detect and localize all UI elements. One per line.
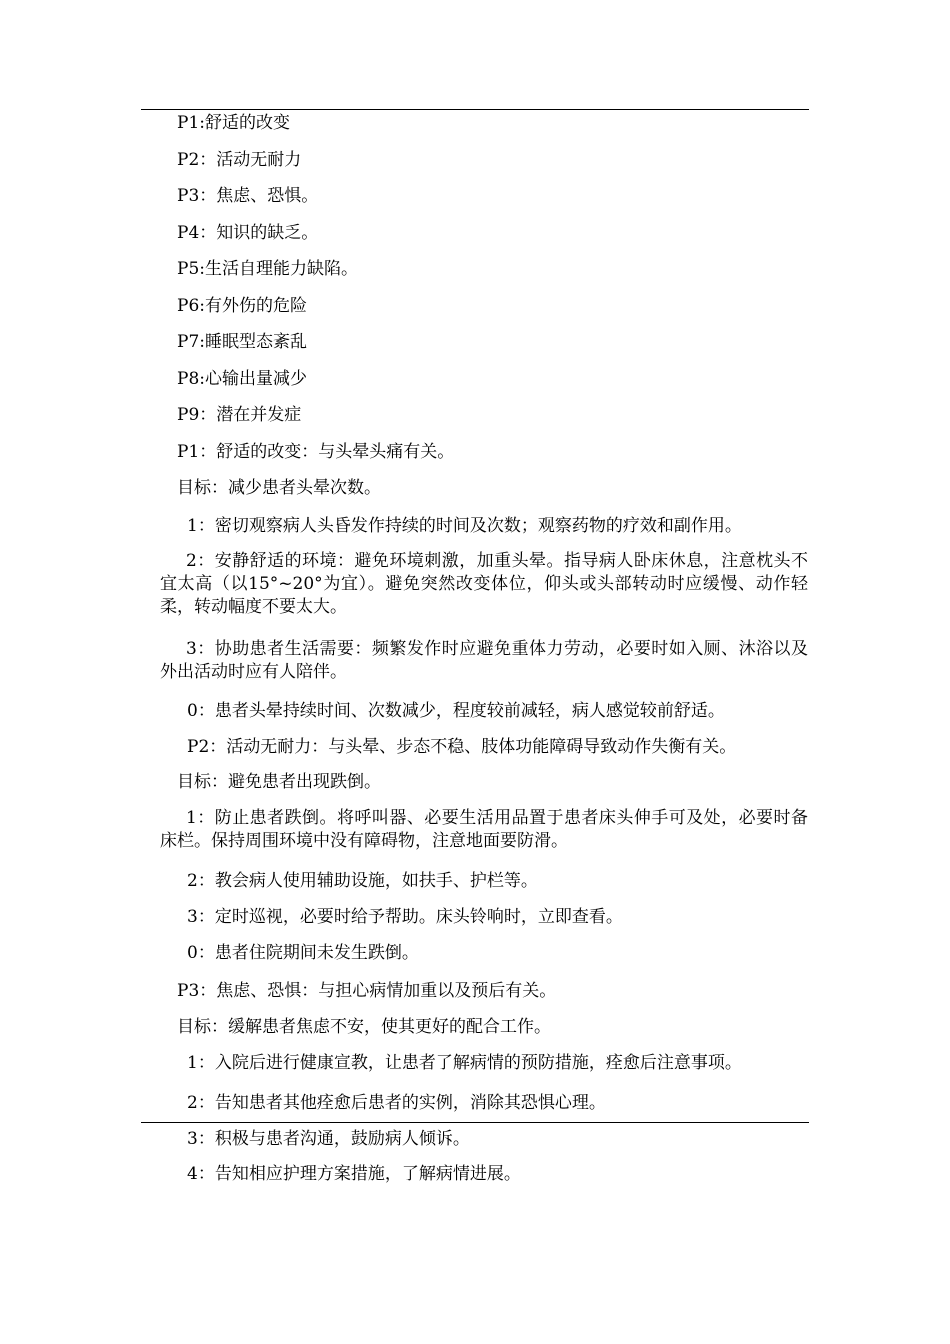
- paragraph: 3：积极与患者沟通，鼓励病人倾诉。: [187, 1129, 470, 1149]
- paragraph: P9：潜在并发症: [177, 405, 302, 425]
- paragraph: 1：防止患者跌倒。将呼叫器、必要生活用品置于患者床头伸手可及处，必要时备床栏。保持周围环境中没有障碍物，注意地面要防滑。: [160, 808, 808, 851]
- paragraph: P6:有外伤的危险: [177, 296, 307, 316]
- paragraph: 3：定时巡视，必要时给予帮助。床头铃响时，立即查看。: [187, 907, 623, 927]
- paragraph: 目标：减少患者头晕次数。: [177, 478, 381, 498]
- header-rule: [141, 109, 809, 110]
- paragraph: 0：患者头晕持续时间、次数减少，程度较前减轻，病人感觉较前舒适。: [187, 701, 725, 721]
- paragraph: 2：安静舒适的环境：避免环境刺激，加重头晕。指导病人卧床休息，注意枕头不宜太高（以15°~20°为宜）。避免突然改变体位，仰头或头部转动时应缓慢、动作轻柔，转动幅度不要太大。: [160, 551, 808, 617]
- paragraph: P7:睡眠型态紊乱: [177, 332, 307, 352]
- paragraph: P2：活动无耐力：与头晕、步态不稳、肢体功能障碍导致动作失衡有关。: [187, 737, 737, 757]
- paragraph: 1：密切观察病人头昏发作持续的时间及次数；观察药物的疗效和副作用。: [187, 516, 742, 536]
- paragraph: P8:心输出量减少: [177, 369, 307, 389]
- paragraph: P3：焦虑、恐惧：与担心病情加重以及预后有关。: [177, 981, 557, 1001]
- paragraph: 4：告知相应护理方案措施，了解病情进展。: [187, 1164, 521, 1184]
- paragraph: P4：知识的缺乏。: [177, 223, 319, 243]
- paragraph: P1：舒适的改变：与头晕头痛有关。: [177, 442, 455, 462]
- paragraph: P2：活动无耐力: [177, 150, 302, 170]
- paragraph: 目标：缓解患者焦虑不安，使其更好的配合工作。: [177, 1017, 551, 1037]
- paragraph: 3：协助患者生活需要：频繁发作时应避免重体力劳动，必要时如入厕、沐浴以及外出活动时应有人陪伴。: [160, 639, 808, 682]
- paragraph: 1：入院后进行健康宣教，让患者了解病情的预防措施，痊愈后注意事项。: [187, 1053, 742, 1073]
- paragraph: 目标：避免患者出现跌倒。: [177, 772, 381, 792]
- page-break-rule: [141, 1122, 809, 1123]
- paragraph: P1:舒适的改变: [177, 113, 290, 133]
- paragraph: P3：焦虑、恐惧。: [177, 186, 319, 206]
- paragraph: 2：教会病人使用辅助设施，如扶手、护栏等。: [187, 871, 538, 891]
- paragraph: 2：告知患者其他痊愈后患者的实例，消除其恐惧心理。: [187, 1093, 606, 1113]
- paragraph: P5:生活自理能力缺陷。: [177, 259, 358, 279]
- paragraph: 0：患者住院期间未发生跌倒。: [187, 943, 419, 963]
